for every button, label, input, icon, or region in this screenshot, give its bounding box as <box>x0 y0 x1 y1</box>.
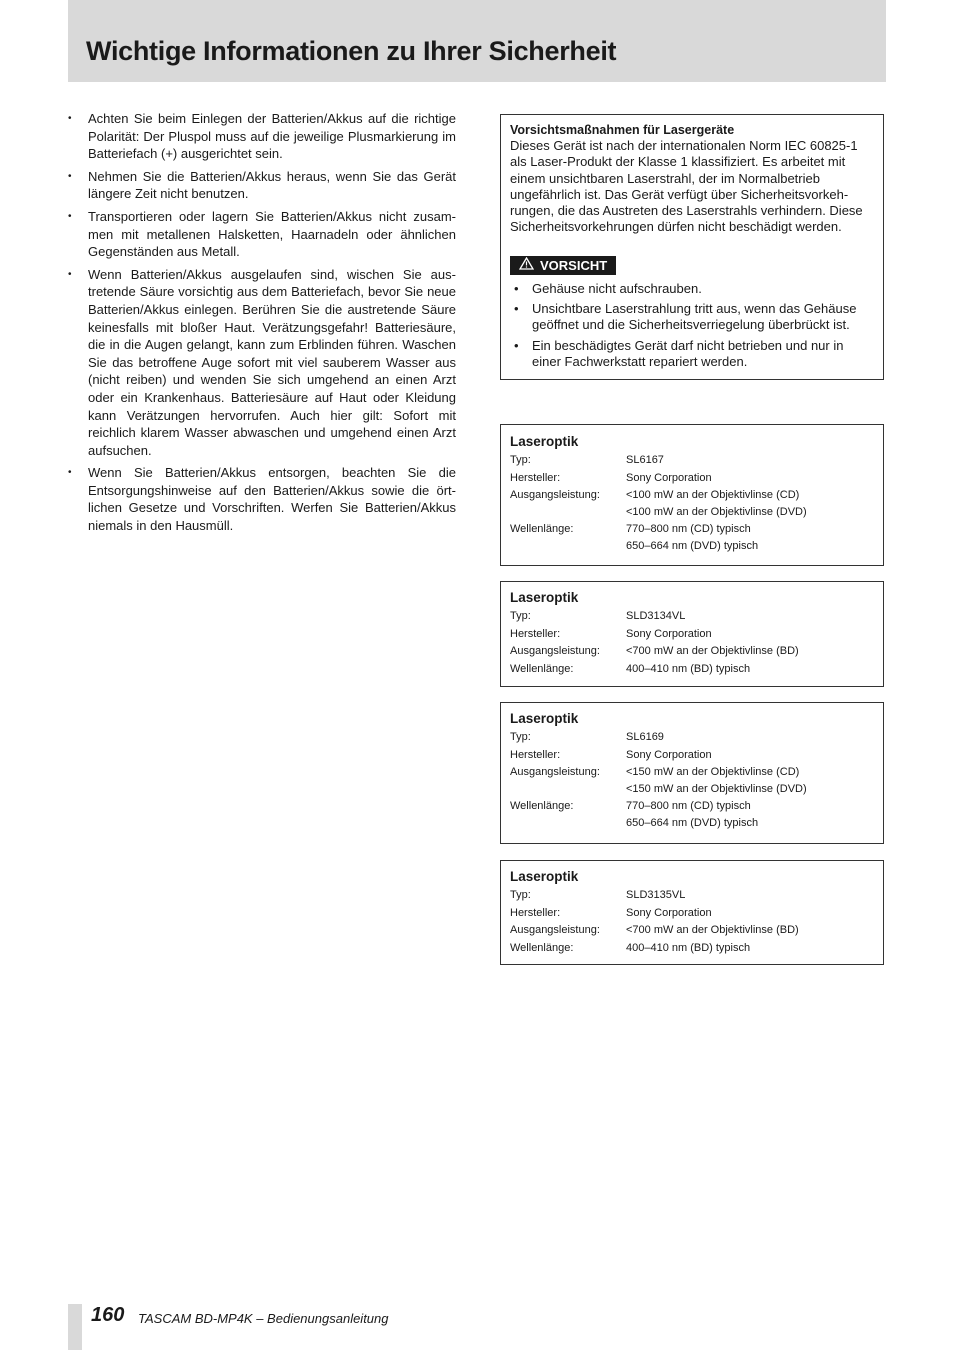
optic-row-type: Typ: SLD3135VL <box>510 889 686 901</box>
optic-row-type: Typ: SL6167 <box>510 454 664 466</box>
caution-badge: VORSICHT <box>510 256 616 275</box>
optic-row-maker: Hersteller: Sony Corporation <box>510 471 712 484</box>
optic-row-wavelength: Wellenlänge: 400–410 nm (BD) typisch <box>510 941 751 954</box>
laser-optic-box-2 <box>500 581 884 687</box>
list-item: • Ein beschädigtes Gerät darf nicht betrieben und nur in einer Fachwerkstatt repariert werden. <box>514 337 844 369</box>
bullet-icon: • <box>514 280 519 296</box>
optic-row-wavelength: Wellenlänge: 400–410 nm (BD) typisch <box>510 662 751 675</box>
bullet-icon: • <box>514 301 519 317</box>
laser-optic-box-1 <box>500 424 884 566</box>
bullet-icon: • <box>68 170 72 182</box>
list-item: • Transportieren oder lagern Sie Batterien/Akkus nicht zusammen mit metallenen Halsketten, Haarnadeln oder ähnlichen Gegenständen aus Metall. <box>68 208 456 260</box>
optic-row-maker: Hersteller: Sony Corporation <box>510 906 712 919</box>
list-item: • Wenn Batterien/Akkus ausgelaufen sind, wischen Sie austretende Säure vorsichtig aus dem Batteriefach, bevor Sie neue Batterien/Akkus einlegen. Berühren Sie die austretende Säure keinesfalls mit bloßer Haut. Verätzungsgefahr! Batteriesäure, die in die Augen gelangt, kann zum Erblinden führen. Waschen Sie das betroffene Auge sofort mit viel sauberem Wasser aus (nicht reiben) und wenden Sie sich umgehend an einen Arzt oder ein Krankenhaus. Batteriesäure auf Haut oder Kleidung kann Verätzungen hervorrufen. Auch hier gilt: Sofort mit reichlich klarem Wasser abwaschen und umgehend einen Arzt aufsuchen. <box>68 266 456 458</box>
warning-triangle-icon <box>519 257 534 274</box>
battery-bullet-list <box>68 110 456 535</box>
optic-row-type: Typ: SL6169 <box>510 731 664 743</box>
laser-notice-text: Dieses Gerät ist nach der internationalen Norm IEC 60825-1 als Laser-Produkt der Klasse 1 klassifiziert. Es arbeitet mit einem unsichtbaren Laserstrahl, der im Normalbetrieb ungefährlich ist. Das Gerät verfügt über Sicherheitsvorkehrungen, die das Austreten des Laserstrahls verhindern. Diese Sicherheitsvorkehrungen dürfen nicht beschädigt werden. <box>510 138 863 235</box>
caution-list <box>510 281 874 370</box>
optic-title: Laseroptik <box>510 869 579 884</box>
bullet-icon: • <box>68 467 72 479</box>
page-title: Wichtige Informationen zu Ihrer Sicherheit <box>86 36 617 66</box>
optic-row-wavelength: Wellenlänge: 770–800 nm (CD) typisch 650–664 nm (DVD) typisch <box>510 800 759 829</box>
list-item: • Nehmen Sie die Batterien/Akkus heraus, wenn Sie das Gerät längere Zeit nicht benutzen. <box>68 168 456 202</box>
laser-notice-box <box>500 114 884 380</box>
list-item: • Wenn Sie Batterien/Akkus entsorgen, beachten Sie die Entsorgungshinweise auf den Batterien/Akkus sowie die örtlichen Gesetze und Vorschriften. Werfen Sie Batterien/Akkus niemals in den Hausmüll. <box>68 465 456 534</box>
optic-row-maker: Hersteller: Sony Corporation <box>510 748 712 761</box>
laser-notice-title: Vorsichtsmaßnahmen für Lasergeräte <box>510 123 735 137</box>
laser-optic-box-3 <box>500 702 884 844</box>
list-item: • Achten Sie beim Einlegen der Batterien/Akkus auf die richtige Polarität: Der Pluspol muss auf die jeweilige Plusmarkierung im Batteriefach (+) ausgerichtet sein. <box>68 111 456 162</box>
optic-row-wavelength: Wellenlänge: 770–800 nm (CD) typisch 650–664 nm (DVD) typisch <box>510 523 759 552</box>
battery-section <box>68 110 456 540</box>
optic-title: Laseroptik <box>510 434 579 449</box>
bullet-icon: • <box>68 268 72 280</box>
page-number: 160 <box>91 1304 125 1326</box>
optic-row-maker: Hersteller: Sony Corporation <box>510 627 712 640</box>
list-item: • Gehäuse nicht aufschrauben. <box>514 280 702 296</box>
optic-title: Laseroptik <box>510 590 579 605</box>
optic-row-power: Ausgangsleistung: <150 mW an der Objektivlinse (CD) <150 mW an der Objektivlinse (DVD) <box>510 766 807 795</box>
optic-row-power: Ausgangsleistung: <100 mW an der Objektivlinse (CD) <100 mW an der Objektivlinse (DVD) <box>510 489 807 518</box>
optic-row-power: Ausgangsleistung: <700 mW an der Objektivlinse (BD) <box>510 924 799 936</box>
footer-bar <box>68 1304 82 1350</box>
bullet-icon: • <box>68 210 72 222</box>
optic-row-power: Ausgangsleistung: <700 mW an der Objektivlinse (BD) <box>510 645 799 657</box>
bullet-icon: • <box>514 337 519 353</box>
optic-row-type: Typ: SLD3134VL <box>510 610 686 622</box>
title-bar <box>68 0 886 82</box>
optic-title: Laseroptik <box>510 711 579 726</box>
document-name: TASCAM BD-MP4K – Bedienungsanleitung <box>138 1311 389 1326</box>
list-item: • Unsichtbare Laserstrahlung tritt aus, wenn das Gehäuse geöffnet und die Sicherheitsverriegelung überbrückt ist. <box>514 301 857 333</box>
laser-optic-box-4 <box>500 860 884 965</box>
bullet-icon: • <box>68 113 72 124</box>
